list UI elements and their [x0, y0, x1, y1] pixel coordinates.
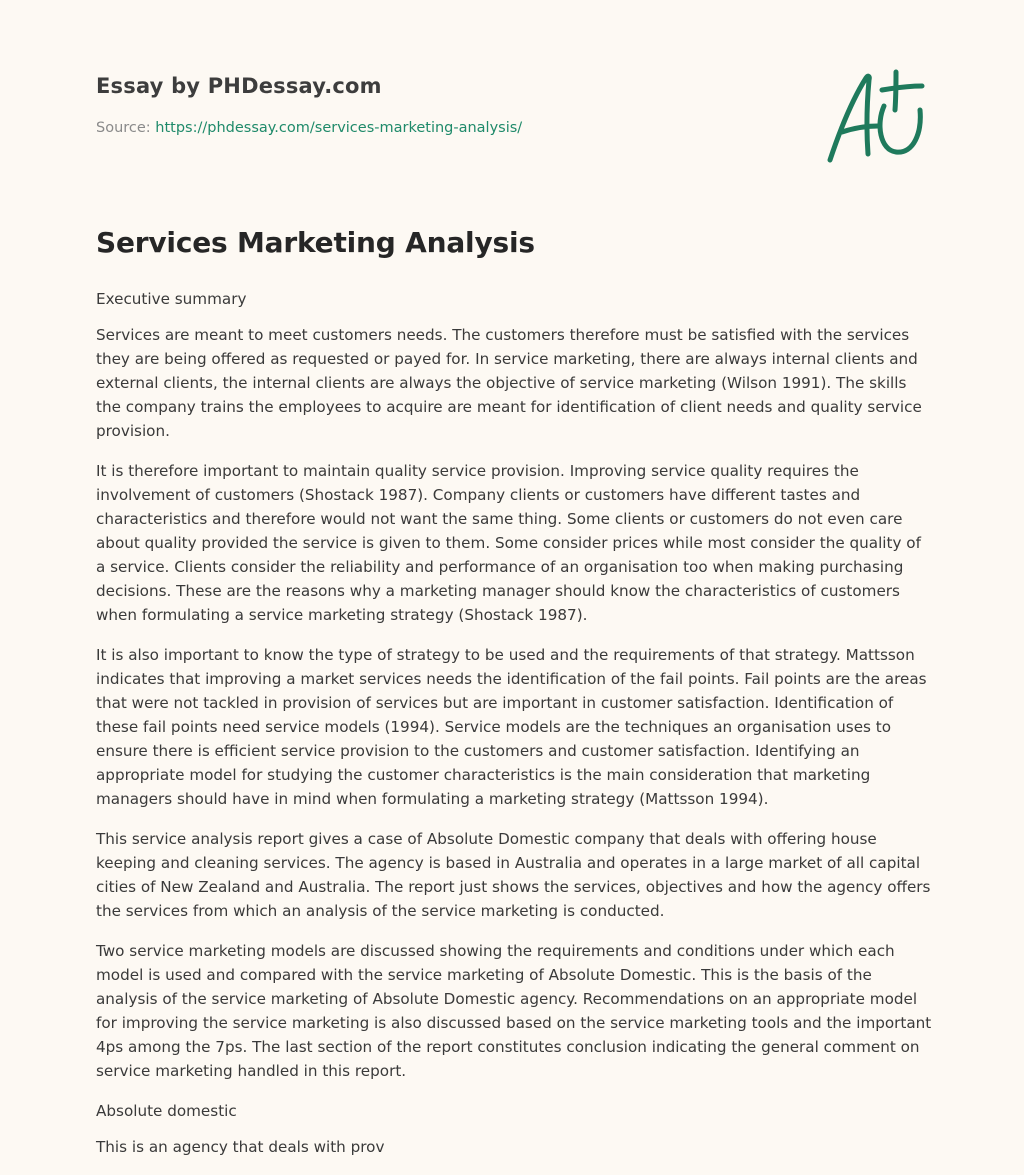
essay-title: Services Marketing Analysis — [96, 226, 535, 259]
source-label: Source: — [96, 120, 156, 136]
paragraph: It is also important to know the type of strategy to be used and the requirements of that strategy. Mattsson indicates that improving a market services needs the identification of the fail points. Fail points are the areas that were not tackled in provision of services but are important in customer satisfaction. Identification of these fail points need service models (1994). Service models are the techniques an organisation uses to ensure there is efficient service provision to the customers and customer satisfaction. Identifying an appropriate model for studying the customer characteristics is the main consideration that marketing managers should have in mind when formulating a marketing strategy (Mattsson 1994). — [96, 646, 927, 808]
logo-plus-horizontal — [882, 86, 922, 90]
logo-plus-vertical — [895, 72, 896, 110]
paragraph: Two service marketing models are discussed showing the requirements and conditions under which each model is used and compared with the service marketing of Absolute Domestic. This is the basis of the analysis of the service marketing of Absolute Domestic agency. Recommendations on an appropriate model for improving the service marketing is also discussed based on the service marketing tools and the important 4ps among the 7ps. The last section of the report constitutes conclusion indicating the general comment on service marketing handled in this report. — [96, 942, 932, 1080]
source-link[interactable]: https://phdessay.com/services-marketing-analysis/ — [155, 120, 523, 136]
a-plus-logo-icon — [822, 66, 932, 166]
site-brand: Essay by PHDessay.com — [96, 74, 382, 98]
essay-content — [96, 226, 932, 1175]
paragraph: It is therefore important to maintain quality service provision. Improving service quality requires the involvement of customers (Shostack 1987). Company clients or customers have different tastes and characteristics and therefore would not want the same thing. Some clients or customers do not even care about quality provided the service is given to them. Some consider prices while most consider the quality of a service. Clients consider the reliability and performance of an organisation too when making purchasing decisions. These are the reasons why a marketing manager should know the characteristics of customers when formulating a service marketing strategy (Shostack 1987). — [96, 462, 921, 624]
paragraph: Services are meant to meet customers needs. The customers therefore must be satisfied with the services they are being offered as requested or payed for. In service marketing, there are always internal clients and external clients, the internal clients are always the objective of service marketing (Wilson 1991). The skills the company trains the employees to acquire are meant for identification of client needs and quality service provision. — [96, 326, 922, 440]
source-line — [96, 120, 796, 136]
paragraph: This service analysis report gives a case of Absolute Domestic company that deals with offering house keeping and cleaning services. The agency is based in Australia and operates in a large market of all capital cities of New Zealand and Australia. The report just shows the services, objectives and how the agency offers the services from which an analysis of the service marketing is conducted. — [96, 830, 931, 920]
section-heading-executive-summary: Executive summary — [96, 290, 247, 308]
logo-check-swoosh — [880, 106, 920, 152]
logo-letter-a-left-stroke — [830, 76, 869, 160]
paragraph-truncated: This is an agency that deals with prov — [96, 1138, 385, 1156]
header — [96, 74, 796, 136]
section-heading-absolute-domestic: Absolute domestic — [96, 1102, 237, 1120]
logo-letter-a-crossbar — [842, 126, 878, 132]
